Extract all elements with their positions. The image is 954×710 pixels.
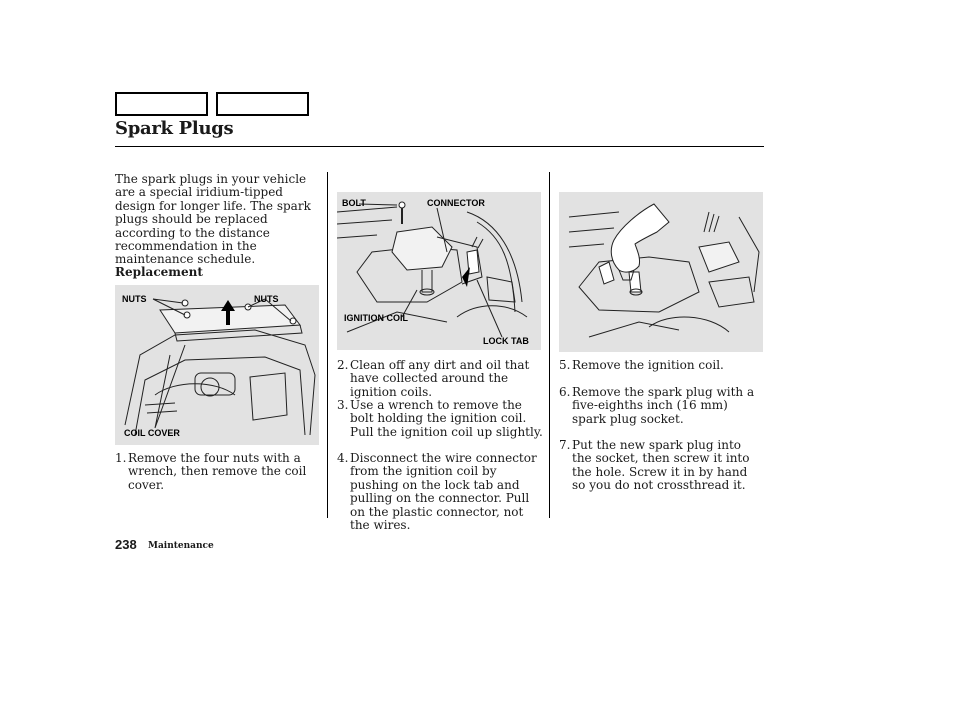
spark-plug-removal-illustration (559, 192, 763, 352)
step-2-number: 2. (337, 358, 349, 372)
section-name: Maintenance (148, 541, 214, 551)
title-rule (115, 146, 764, 147)
intro-paragraph: The spark plugs in your vehicle are a special iridium-tipped design for longer life. The spark plugs should be replaced according to the distance recommendation in the maintenance schedule. (115, 172, 311, 267)
column-divider-1 (327, 172, 328, 518)
replacement-heading: Replacement (115, 265, 203, 279)
step-6 (559, 386, 763, 426)
page-number: 238 (115, 537, 137, 552)
step-5 (559, 359, 763, 372)
spark-plug-removal-figure (559, 192, 763, 352)
step-3 (337, 399, 543, 439)
step-7-text: Put the new spark plug into the socket, then screw it into the hole. Screw it in by hand so you do not crossthread it. (572, 438, 750, 493)
step-2 (337, 359, 543, 399)
coil-cover-illustration (115, 285, 319, 445)
label-ignition-coil: IGNITION COIL (344, 313, 408, 323)
coil-cover-figure (115, 285, 319, 445)
step-7-number: 7. (559, 438, 571, 452)
step-4-number: 4. (337, 451, 349, 465)
label-lock-tab: LOCK TAB (483, 336, 529, 346)
page-title: Spark Plugs (115, 118, 234, 139)
ignition-coil-figure (337, 192, 541, 350)
label-connector: CONNECTOR (427, 198, 485, 208)
step-5-text: Remove the ignition coil. (572, 358, 724, 372)
label-nuts-right: NUTS (254, 294, 279, 304)
step-7 (559, 439, 763, 493)
step-5-number: 5. (559, 358, 571, 372)
column-divider-2 (549, 172, 550, 518)
label-nuts-left: NUTS (122, 294, 147, 304)
step-3-text: Use a wrench to remove the bolt holding the ignition coil. Pull the ignition coil up slightly. (350, 398, 543, 439)
label-bolt: BOLT (342, 198, 366, 208)
step-4-text: Disconnect the wire connector from the ignition coil by pushing on the lock tab and pulling on the connector. Pull on the plastic connector, not the wires. (350, 451, 537, 533)
step-6-text: Remove the spark plug with a five-eighths inch (16 mm) spark plug socket. (572, 385, 755, 426)
step-2-text: Clean off any dirt and oil that have collected around the ignition coils. (350, 358, 530, 399)
nav-tab-box-1[interactable] (115, 92, 208, 116)
ignition-coil-illustration (337, 192, 541, 350)
step-1-text: Remove the four nuts with a wrench, then remove the coil cover. (128, 451, 307, 492)
step-1-number: 1. (115, 451, 127, 465)
label-coil-cover: COIL COVER (124, 428, 180, 438)
step-4 (337, 452, 543, 532)
step-6-number: 6. (559, 385, 571, 399)
nav-tab-box-2[interactable] (216, 92, 309, 116)
step-1 (115, 452, 325, 492)
step-3-number: 3. (337, 398, 349, 412)
